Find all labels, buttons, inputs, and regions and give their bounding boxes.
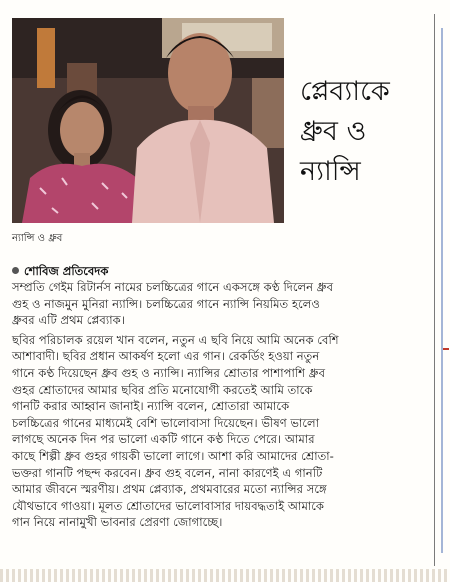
photo-caption: ন্যান্সি ও ধ্রুব	[12, 233, 63, 244]
text-line: ধ্রুবর এটি প্রথম প্লেব্যাক।	[12, 313, 125, 328]
column-divider-mark	[443, 348, 449, 350]
text-line: ছবির পরিচালক রয়েল খান বলেন, নতুন এ ছবি নিয়ে আমি অনেক বেশি	[12, 332, 339, 347]
paragraph	[12, 279, 428, 329]
text-line: গানটি করার আহ্বান জানাই। ন্যান্সি বলেন, শ্রোতারা আমাকে	[12, 399, 290, 414]
text-line: গুহর শ্রোতাদের আমার ছবির প্রতি মনোযোগী করতেই আমি তাকে	[12, 382, 313, 397]
article-photo	[12, 18, 284, 223]
text-line: গান নিয়ে নানামুখী ভাবনার প্রেরণা জোগাচ্ছে।	[12, 515, 223, 530]
headline-line: ধ্রুব ও	[300, 116, 367, 147]
paragraph	[12, 332, 428, 531]
text-line: আমার জীবনে স্মরণীয়। প্রথম প্লেব্যাক, প্রথমবারের মতো ন্যান্সির সঙ্গে	[12, 482, 327, 497]
text-line: যৌথভাবে গাওয়া। মূলত শ্রোতাদের ভালোবাসার দায়বদ্ধতাই আমাকে	[12, 498, 325, 513]
bullet-icon	[12, 267, 19, 274]
headline-line: ন্যান্সি	[300, 156, 361, 187]
headline	[300, 72, 430, 192]
byline-text: শোবিজ প্রতিবেদক	[24, 264, 109, 278]
text-line: কাছে শিল্পী ধ্রুব গুহর গায়কী ভালো লাগে। আশা করি আমাদের শ্রোতা-	[12, 448, 334, 463]
photo-image	[12, 18, 284, 223]
column-divider-accent	[441, 28, 443, 553]
text-line: আশাবাদী। ছবির প্রধান আকর্ষণ হলো এর গান। রেকর্ডিং হওয়া নতুন	[12, 349, 320, 364]
column-divider	[434, 14, 450, 566]
text-line: চলচ্চিত্রের গানের মাধ্যমেই বেশি ভালোবাসা দিয়েছেন। ভীষণ ভালো	[12, 415, 320, 430]
text-line: গানে কণ্ঠ দিয়েছেন ধ্রুব গুহ ও ন্যান্সি। ন্যান্সির শ্রোতার পাশাপাশি ধ্রুব	[12, 365, 326, 380]
headline-line: প্লেব্যাকে	[300, 76, 390, 107]
text-line: গুহ ও নাজমুন মুনিরা ন্যান্সি। চলচ্চিত্রের গানে ন্যান্সি নিয়মিত হলেও	[12, 296, 320, 311]
text-line: লাগছে অনেক দিন পর ভালো একটি গানে কণ্ঠ দিতে পেরে। আমার	[12, 432, 315, 447]
text-line: সম্প্রতি গেইম রিটার্নস নামের চলচ্চিত্রের গানে একসঙ্গে কণ্ঠ দিলেন ধ্রুব	[12, 280, 334, 294]
text-line: ভক্তরা গানটি পছন্দ করবেন। ধ্রুব গুহ বলেন, নানা কারণেই এ গানটি	[12, 465, 323, 480]
article-body	[12, 279, 428, 531]
torn-bottom-edge	[0, 569, 450, 582]
